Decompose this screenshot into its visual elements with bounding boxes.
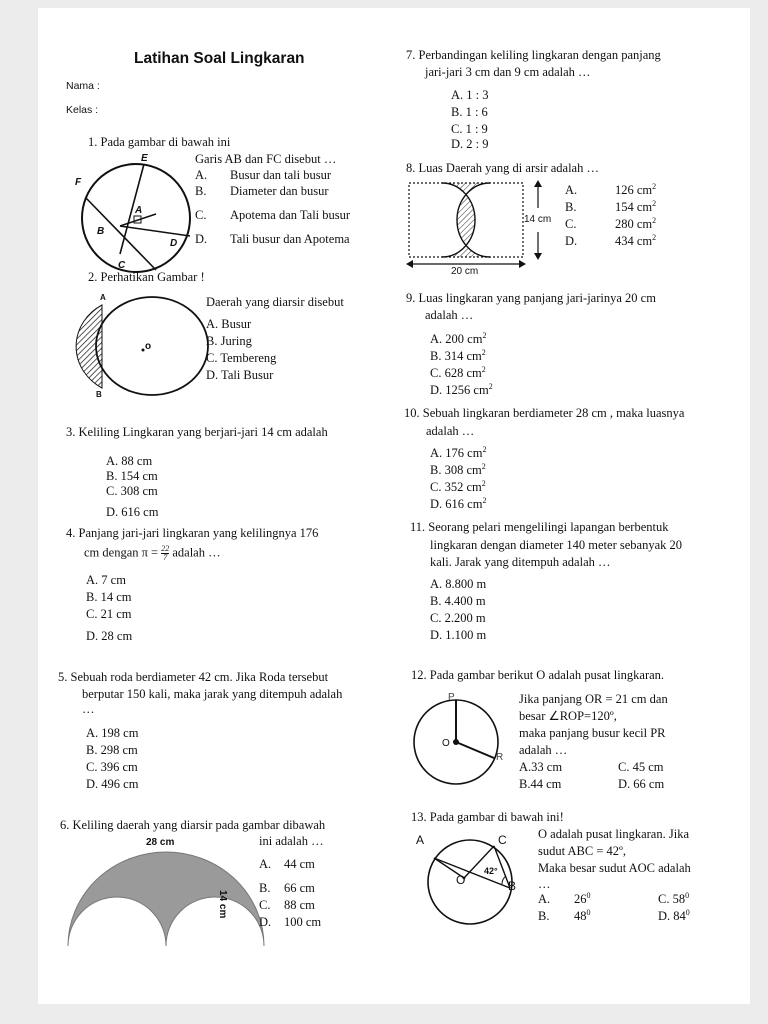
q8-option-b-letter: B. — [565, 200, 577, 214]
q5-stem-line-2: berputar 150 kali, maka jarak yang ditempuh adalah — [82, 687, 343, 701]
q8-width-label: 20 cm — [451, 266, 479, 277]
q2-option-b: B. Juring — [206, 334, 252, 348]
worksheet-page — [38, 8, 750, 1004]
q13-text-line-2: sudut ABC = 42º, — [538, 844, 627, 858]
question-12-stem: 12. Pada gambar berikut O adalah pusat lingkaran. — [411, 668, 665, 682]
q9-option-a: A. 200 $cm^2$ — [430, 330, 487, 346]
q13-text-line-3: Maka besar sudut AOC adalah — [538, 861, 691, 875]
question-11-stem: 11. Seorang pelari mengelilingi lapangan berbentuk — [410, 520, 669, 534]
q11-option-a: A. 8.800 m — [430, 577, 487, 591]
q11-option-c: C. 2.200 m — [430, 611, 486, 625]
q12-text-line-4: adalah … — [519, 743, 568, 757]
q6-option-b-letter: B. — [259, 881, 271, 895]
q4-option-d: D. 28 cm — [86, 629, 133, 643]
q1-label-f: F — [75, 177, 82, 188]
q5-option-a: A. 198 cm — [86, 726, 139, 740]
q12-option-c: C. 45 cm — [618, 760, 664, 774]
q13-option-a-letter: A. — [538, 892, 551, 906]
q1-option-a-text: Busur dan tali busur — [230, 168, 332, 182]
q8-option-a-value: 126 $cm^2$ — [615, 181, 657, 197]
question-9-stem: 9. Luas lingkaran yang panjang jari-jarinya 20 cm — [406, 291, 656, 305]
q13-label-a: A — [416, 833, 425, 847]
q13-option-b-letter: B. — [538, 909, 550, 923]
q8-height-label: 14 cm — [524, 214, 552, 225]
q6-option-b-text: 66 cm — [284, 881, 315, 895]
q1-label-b: B — [97, 226, 105, 237]
question-1-stem: 1. Pada gambar di bawah ini — [88, 135, 231, 149]
q7-option-a: A. 1 : 3 — [451, 88, 489, 102]
q12-text-line-3: maka panjang busur kecil PR — [519, 726, 666, 740]
q12-label-p: P — [448, 692, 455, 703]
q1-option-d-text: Tali busur dan Apotema — [230, 232, 350, 246]
q10-option-a: A. 176 $cm^2$ — [430, 444, 487, 460]
q5-option-b: B. 298 cm — [86, 743, 138, 757]
q1-line-bd — [120, 226, 190, 236]
page-title: Latihan Soal Lingkaran — [134, 50, 305, 67]
question-2-stem: 2. Perhatikan Gambar ! — [88, 270, 205, 284]
q3-option-a: A. 88 cm — [106, 454, 153, 468]
q13-label-o: O — [456, 873, 466, 887]
q3-option-c: C. 308 cm — [106, 484, 158, 498]
q10-option-c: C. 352 $cm^2$ — [430, 478, 486, 494]
class-field-label: Kelas : — [66, 104, 99, 116]
q2-label-o: o — [145, 341, 152, 352]
q1-option-a-letter: A. — [195, 168, 208, 182]
q13-option-a-value: $26^0$ — [574, 890, 591, 906]
q13-label-b: B — [508, 879, 517, 893]
q6-shaded-region — [68, 852, 264, 946]
q1-circle — [82, 164, 190, 272]
q1-prompt: Garis AB dan FC disebut … — [195, 152, 337, 166]
q4-option-a: A. 7 cm — [86, 573, 126, 587]
q8-option-b-value: 154 $cm^2$ — [615, 198, 657, 214]
q12-option-d: D. 66 cm — [618, 777, 665, 791]
q10-option-d: D. 616 $cm^2$ — [430, 495, 487, 511]
q13-option-d: D. $84^0$ — [658, 907, 690, 923]
q2-circle — [96, 297, 208, 395]
q13-text-line-4: … — [538, 877, 551, 891]
q5-stem-line-3: … — [82, 702, 95, 716]
q10-option-b: B. 308 $cm^2$ — [430, 461, 486, 477]
q2-option-c: C. Tembereng — [206, 351, 277, 365]
q6-option-d-letter: D. — [259, 915, 272, 929]
question-13-stem: 13. Pada gambar di bawah ini! — [411, 810, 564, 824]
q12-circle-figure — [412, 698, 512, 788]
q13-option-b-value: $48^0$ — [574, 907, 591, 923]
q2-option-d: D. Tali Busur — [206, 368, 274, 382]
q12-text-line-2: besar ∠ROP=120º, — [519, 709, 617, 723]
q12-text-line-1: Jika panjang OR = 21 cm dan — [519, 692, 668, 706]
q2-segment-shaded — [76, 305, 102, 388]
q8-option-d-letter: D. — [565, 234, 578, 248]
q3-option-d: D. 616 cm — [106, 505, 159, 519]
q9-stem-line-2: adalah … — [425, 308, 474, 322]
q7-option-b: B. 1 : 6 — [451, 105, 488, 119]
q12-option-a: A.33 cm — [519, 760, 563, 774]
q13-circle — [428, 840, 512, 924]
q6-option-a-text: 44 cm — [284, 857, 315, 871]
q4-fraction-numerator: 22 — [161, 544, 170, 553]
q11-option-b: B. 4.400 m — [430, 594, 486, 608]
q2-prompt: Daerah yang diarsir disebut — [206, 295, 344, 309]
q7-option-c: C. 1 : 9 — [451, 122, 488, 136]
q1-label-a: A — [135, 205, 143, 216]
q4-pi-expression: cm dengan π = — [84, 545, 159, 560]
q13-text-line-1: O adalah pusat lingkaran. Jika — [538, 827, 689, 841]
question-10-stem: 10. Sebuah lingkaran berdiameter 28 cm , maka luasnya — [404, 406, 685, 420]
q4-fraction — [161, 545, 169, 562]
q2-option-a: A. Busur — [206, 317, 252, 331]
q1-option-c-letter: C. — [195, 208, 207, 222]
q4-option-c: C. 21 cm — [86, 607, 132, 621]
q6-stem-line-2: ini adalah … — [259, 834, 324, 848]
q13-angle-label: 42° — [484, 866, 498, 876]
q1-option-b-letter: B. — [195, 184, 207, 198]
question-4-stem: 4. Panjang jari-jari lingkaran yang kelilingnya 176 — [66, 526, 319, 540]
q1-label-c: C — [118, 260, 126, 271]
q6-option-a-letter: A. — [259, 857, 272, 871]
q13-label-c: C — [498, 833, 507, 847]
q11-stem-line-2: lingkaran dengan diameter 140 meter sebanyak 20 — [430, 538, 682, 552]
q12-option-b: B.44 cm — [519, 777, 562, 791]
q1-label-d: D — [170, 238, 178, 249]
q12-center-dot — [453, 739, 459, 745]
q6-shaded-figure — [66, 850, 266, 948]
q8-rectangle-figure — [406, 180, 526, 260]
q3-option-b: B. 154 cm — [106, 469, 158, 483]
q12-radius-or — [456, 742, 494, 758]
q8-option-d-value: 434 $cm^2$ — [615, 232, 657, 248]
q2-label-b: B — [96, 390, 102, 399]
q4-stem-end: adalah … — [172, 545, 221, 560]
q7-stem-line-2: jari-jari 3 cm dan 9 cm adalah … — [425, 65, 591, 79]
question-8-stem: 8. Luas Daerah yang di arsir adalah … — [406, 161, 599, 175]
question-3-stem: 3. Keliling Lingkaran yang berjari-jari 14 cm adalah — [66, 425, 328, 439]
question-5-stem: 5. Sebuah roda berdiameter 42 cm. Jika Roda tersebut — [58, 670, 329, 684]
q10-stem-line-2: adalah … — [426, 424, 475, 438]
q13-circle-figure — [420, 833, 520, 928]
q11-option-d: D. 1.100 m — [430, 628, 487, 642]
q4-stem-line-2 — [84, 545, 221, 562]
q1-option-c-text: Apotema dan Tali busur — [230, 208, 351, 222]
q1-label-e: E — [141, 153, 148, 164]
q4-fraction-denominator: 7 — [163, 553, 168, 562]
q2-label-a: A — [100, 293, 106, 302]
q8-option-c-value: 280 $cm^2$ — [615, 215, 657, 231]
q6-option-c-text: 88 cm — [284, 898, 315, 912]
q7-option-d: D. 2 : 9 — [451, 137, 489, 151]
q11-stem-line-3: kali. Jarak yang ditempuh adalah … — [430, 555, 611, 569]
question-7-stem: 7. Perbandingan keliling lingkaran dengan panjang — [406, 48, 661, 62]
name-field-label: Nama : — [66, 80, 100, 92]
q1-option-d-letter: D. — [195, 232, 208, 246]
q9-option-b: B. 314 $cm^2$ — [430, 347, 486, 363]
q5-option-d: D. 496 cm — [86, 777, 139, 791]
q6-width-label: 28 cm — [146, 837, 175, 848]
q4-option-b: B. 14 cm — [86, 590, 132, 604]
q12-label-o: O — [442, 738, 450, 749]
q13-chord-ab — [434, 858, 510, 888]
q9-option-c: C. 628 $cm^2$ — [430, 364, 486, 380]
q9-option-d: D. 1256 $cm^2$ — [430, 381, 493, 397]
q8-option-c-letter: C. — [565, 217, 577, 231]
q12-label-r: R — [496, 752, 504, 763]
q1-option-b-text: Diameter dan busur — [230, 184, 329, 198]
q5-option-c: C. 396 cm — [86, 760, 138, 774]
q13-option-c: C. $58^0$ — [658, 890, 690, 906]
q6-option-d-text: 100 cm — [284, 915, 322, 929]
question-6-stem: 6. Keliling daerah yang diarsir pada gambar dibawah — [60, 818, 326, 832]
q8-option-a-letter: A. — [565, 183, 578, 197]
q6-option-c-letter: C. — [259, 898, 271, 912]
q6-height-label: 14 cm — [217, 890, 228, 919]
